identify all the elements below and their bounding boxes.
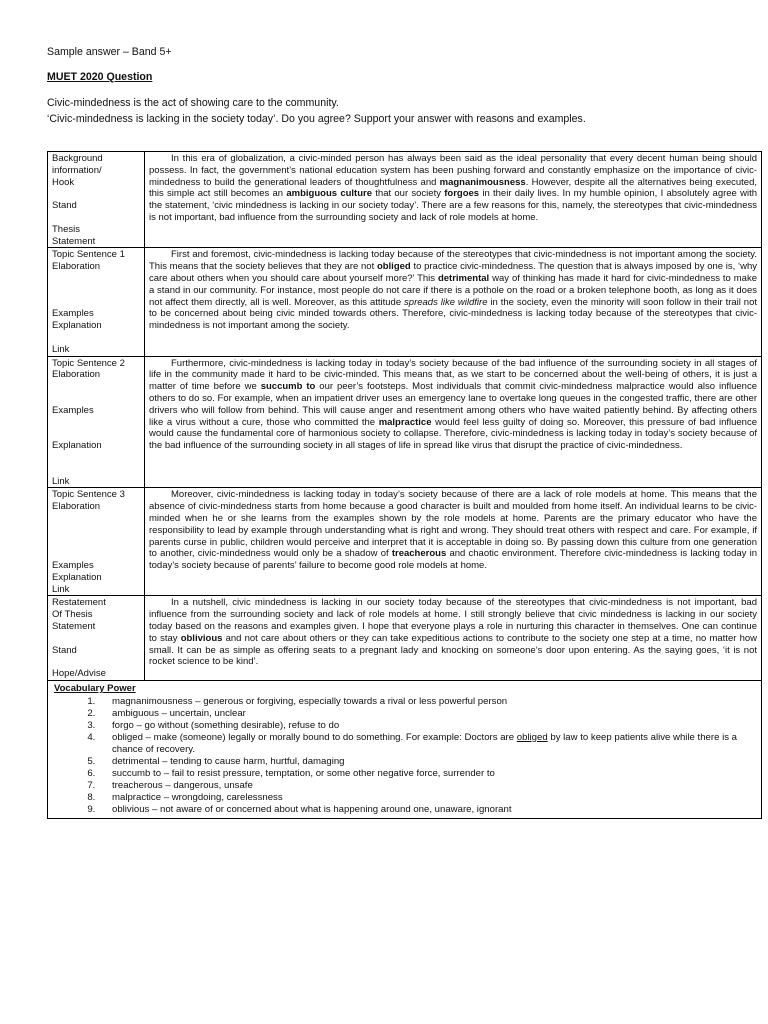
text-run: and not care about others or they can take expeditious actions to contribute to the society one step at a time, no matter how small. It can be as simple as offering seats to a pregnant lady and knocking on someone’s door upon entering. As the saying goes, ‘it is not rocket science to be kind’. [149,632,757,668]
structure-label: Stand [52,644,77,656]
structure-label [52,285,140,297]
paragraph-text [149,153,757,224]
underlined-term: obliged [516,731,548,743]
paragraph-text [149,358,757,452]
structure-label: Hook [52,176,75,188]
structure-label: Elaboration [52,261,101,273]
text-run: malpractice – wrongdoing, carelessness [112,791,283,803]
question-title: MUET 2020 Question [47,71,153,83]
vocabulary-item [98,696,755,708]
text-run: detrimental – tending to cause harm, hurtful, damaging [112,755,345,767]
text-run: In this era of globalization, a civic-minded person has always been said as the ideal personality that every decent human being should possess. In fact, the government’s national education system has been pushing forward and constantly emphasize on the importance of civic-mindedness to build the generational leaders of thoughtfulness and [149,153,757,188]
structure-label: Statement [52,235,96,247]
bold-term: treacherous [391,548,447,560]
structure-label [52,212,140,224]
text-run: oblivious – not aware of or concerned about what is happening around one, unaware, ignorant [112,803,512,815]
structure-label: Topic Sentence 3 [52,489,125,501]
structure-label: Of Thesis [52,609,93,621]
essay-row [48,488,762,596]
structure-label [52,188,140,200]
vocabulary-item [98,804,755,816]
essay-row [48,596,762,681]
text-run: . However, despite all the alternatives being executed, this simple act still becomes an [149,176,757,200]
paragraph-text [149,249,757,332]
structure-label [52,297,140,309]
text-run: Furthermore, civic-mindedness is lacking today in today’s society because of the bad influence of the surrounding society in all stages of life in the community made it hard to be civic-minded. This means that, as we start to be concerned about the well-being of others, it is just a matter of time before we [149,357,757,393]
text-run: succumb to – fail to resist pressure, temptation, or some other negative force, surrender to [112,767,495,779]
structure-label [52,548,140,560]
paragraph-cell [145,356,762,488]
structure-label: Link [52,343,70,355]
structure-label: Link [52,475,70,487]
text-run: forgo – go without (something desirable), refuse to do [112,719,340,731]
paragraph-text [149,597,757,668]
text-run: in their daily lives. In my humble opinion, I absolutely agree with the statement, ‘civic mindedness is lacking in our society today’. There are a few reasons for this, namely, the stereotypes that civic-mindedness is not important, bad influence from the surrounding society and lack of role models at home. [149,188,758,223]
structure-label [52,381,140,393]
structure-label: Topic Sentence 2 [52,357,125,369]
structure-label [52,452,140,464]
structure-label: Explanation [52,571,102,583]
structure-label-cell [48,356,145,488]
text-run: would feel less guilty of doing so. Moreover, this pressure of bad influence would cause the fundamental core of harmonious society to collapse. Therefore, civic-mindedness is lacking today in today’s society because of the bad influence of the surrounding society in all stages of life in spread like virus that disrupt the practice of civic-mindedness. [149,416,757,452]
question-definition: Civic-mindedness is the act of showing care to the community. [47,97,339,109]
text-run: Moreover, civic-mindedness is lacking today in today’s society because of there are a lack of role models at home. This means that the absence of civic-mindedness starts from home because a good character is built and moulded from home itself. An individual learns to be civic-minded when he or she learns from the examples shown by the role models at home. Parents are the primary educator who have the responsibility to lead by example through understanding what is right and wrong. They should treat others with respect and care. For example, if parents curse in public, children would perceive and interpret that it is acceptable in doing so. By passing down this culture from one generation to another, civic-mindedness would only be a shadow of [149,489,757,560]
structure-label: Hope/Advise [52,668,106,680]
text-run: In a nutshell, civic mindedness is lacking in our society today because of the stereotypes that civic-mindedness is not important, bad influence from the surrounding society and lack of role models at home. I still strongly believe that civic mindedness is lacking in our society today based on the reasons and examples given. I hope that everyone plays a role in nurturing this character in themselves. One can continue to stay [149,597,757,644]
structure-label [52,656,140,668]
paragraph-cell [145,152,762,248]
essay-row [48,248,762,356]
vocabulary-item [98,732,755,756]
text-run: obliged – make (someone) legally or morally bound to do something. For example: Doctors are [112,731,517,743]
structure-label: Stand [52,200,77,212]
structure-label: Link [52,583,70,595]
structure-label: information/ [52,164,102,176]
paragraph-cell [145,596,762,681]
structure-label: Statement [52,621,96,633]
structure-label-cell [48,152,145,248]
vocabulary-item [98,756,755,768]
bold-term: obliged [376,261,411,273]
essay-table-body [48,152,762,681]
text-run: way of thinking has made it hard for civic-mindedness to make a stand in our community. For instance, most people do not care if there is a pothole on the road or a broken telephone booth, as long as it does not affect them directly, all is well. Moreover, as this attitude [149,272,757,308]
structure-label: Background [52,153,103,164]
text-run: by law to keep patients alive while there is a chance of recovery. [112,731,738,755]
structure-label-cell [48,596,145,681]
italic-phrase: spreads like wildfire [404,296,488,308]
sample-answer-label: Sample answer – Band 5+ [47,46,172,58]
vocabulary-item [98,768,755,780]
structure-label: Explanation [52,320,102,332]
structure-label [52,537,140,549]
structure-label: Topic Sentence 1 [52,249,125,261]
question-prompt: ‘Civic-mindedness is lacking in the society today’. Do you agree? Support your answer with reasons and examples. [47,113,586,125]
bold-term: magnanimousness [439,176,526,188]
text-run: and chaotic environment. Therefore civic-mindedness is lacking today in today’s society because of parents’ failure to become good role models at home. [149,548,757,572]
essay-table [47,151,762,819]
text-run: First and foremost, civic-mindedness is lacking today because of the stereotypes that civic-mindedness is not important among the society. This means that the society believes that they are not [149,249,757,273]
text-run: magnanimousness – generous or forgiving, especially towards a rival or less powerful person [112,695,508,707]
bold-term: forgoes [444,188,480,200]
text-run: in the society, even the minority will soon follow in their trail not to be concerned about being civic minded towards others. Therefore, civic-mindedness is lacking today because of the stereotypes that civic-mindedness is not important among the society. [149,296,757,332]
paragraph-cell [145,488,762,596]
essay-row [48,152,762,248]
text-run: ambiguous – uncertain, unclear [112,707,246,719]
structure-label: Examples [52,404,94,416]
vocabulary-item [98,720,755,732]
vocabulary-item [98,792,755,804]
structure-label: Thesis [52,223,80,235]
vocabulary-cell [48,681,762,819]
structure-label: Explanation [52,440,102,452]
bold-term: succumb to [260,381,316,393]
bold-term: detrimental [437,272,490,284]
structure-label [52,428,140,440]
paragraph-cell [145,248,762,356]
text-run: that our society [372,188,445,200]
structure-label [52,332,140,344]
bold-term: oblivious [180,632,223,644]
text-run: treacherous – dangerous, unsafe [112,779,253,791]
structure-label [52,393,140,405]
structure-label: Elaboration [52,501,101,513]
structure-label: Examples [52,560,94,572]
structure-label: Elaboration [52,369,101,381]
vocabulary-item [98,780,755,792]
structure-label: Examples [52,308,94,320]
structure-label-cell [48,248,145,356]
structure-label [52,513,140,525]
text-run: to practice civic-mindedness. The question that is always imposed by one is, ‘why care about others when you should care about yourself more?’ This [149,261,757,284]
bold-term: malpractice [378,416,432,428]
vocabulary-item [98,708,755,720]
structure-label: Restatement [52,597,106,609]
structure-label [52,464,140,476]
structure-label [52,273,140,285]
vocabulary-list [54,696,755,816]
vocabulary-row [48,681,762,819]
vocabulary-title: Vocabulary Power [54,683,136,695]
bold-term: ambiguous culture [286,188,372,200]
text-run: our peer’s footsteps. Most individuals that commit civic-mindedness malpractice would also influence others to do so. For example, when an impatient driver uses an emergency lane to overtake long queues in the congested traffic, there are other drivers who will follow from behind. This will cause anger and resentment among others who have waited patiently behind. By affecting others like a virus without a cure, those who committed the [149,381,758,428]
paragraph-text [149,489,757,572]
structure-label [52,417,140,429]
structure-label-cell [48,488,145,596]
essay-row [48,356,762,488]
structure-label [52,525,140,537]
structure-label [52,633,140,645]
